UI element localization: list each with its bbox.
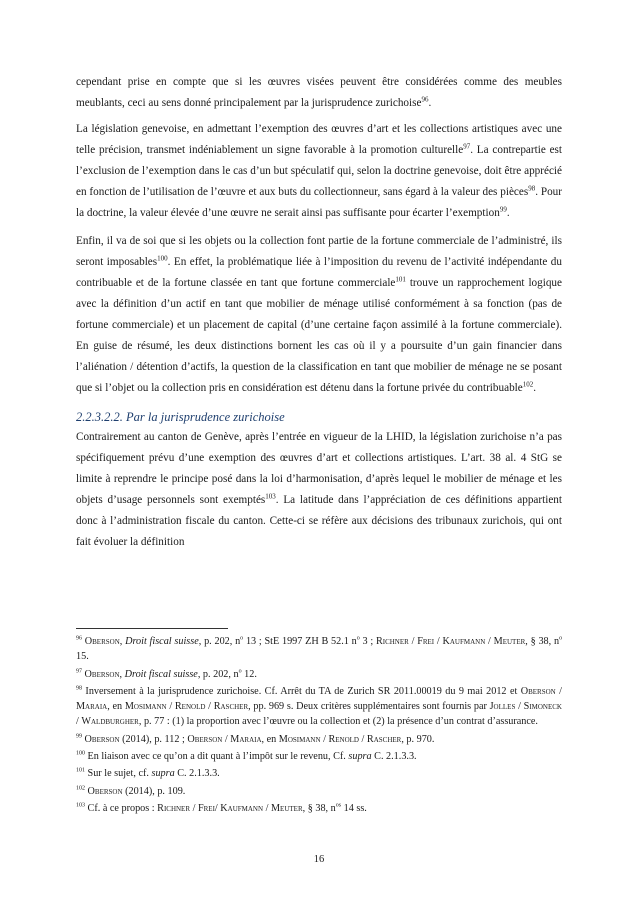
text: / [76, 716, 82, 728]
text: o [559, 635, 563, 642]
text: supra [348, 751, 372, 763]
text: Cf. à ce propos : [85, 802, 158, 814]
footnote-ref-101[interactable]: 101 [395, 275, 406, 284]
author: Renold [174, 701, 206, 713]
footnote-ref-102[interactable]: 102 [522, 380, 534, 389]
paragraph-3 [76, 231, 562, 399]
author: Oberson [84, 636, 120, 647]
text: , p. 77 : (1) la proportion avec l’œuvre ou la collection et (2) la présence d’un contrat d’assurance. [138, 716, 538, 728]
footnote-ref-97[interactable]: 97 [463, 142, 471, 151]
author: Maraia [230, 733, 262, 745]
paragraph-text: Contrairement au canton de Genève, après l’entrée en vigueur de la LHID, la législation zurichoise n’a pas spécifiquement prévu d’une exemption des œuvres d’art et collections artistiques. L’art. 38 al. 4 StG se limite à reprendre le principe posé dans la loi d’harmonisation, d’après lequel le mobilier de ménage et les objets d’usage personnels sont exemptés [76, 431, 562, 506]
footnote-separator [76, 628, 228, 629]
author: Oberson [84, 668, 120, 680]
author: Rascher [366, 733, 402, 745]
text: C. 2.1.3.3. [174, 768, 220, 780]
paragraph-1 [76, 72, 562, 114]
author: Oberson [187, 733, 223, 745]
footnotes [76, 634, 562, 818]
footnote-number: 102 [76, 785, 85, 792]
text: / [214, 802, 221, 814]
author: Rascher [213, 701, 249, 713]
text: / [485, 636, 494, 647]
footnote-ref-99[interactable]: 99 [499, 205, 507, 214]
author: Jolles [489, 701, 516, 713]
text: (2014), p. 112 ; [119, 733, 188, 745]
footnote-99 [76, 732, 562, 747]
text: C. 2.1.3.3. [371, 751, 417, 763]
text: / [408, 636, 418, 647]
text: / [190, 802, 198, 814]
footnote-number: 101 [76, 767, 85, 774]
author: Meuter [271, 802, 303, 814]
work-title: Droit fiscal suisse [125, 636, 199, 647]
author: Renold [328, 733, 359, 745]
footnote-103 [76, 801, 562, 816]
text: 12. [241, 668, 257, 680]
text: , [119, 636, 126, 647]
paragraph-4 [76, 427, 562, 553]
text: , p. 970. [401, 733, 435, 745]
author: Kaufmann [442, 636, 486, 647]
text: , § 38, n [525, 636, 560, 647]
footnote-number: 96 [76, 635, 82, 642]
text: Sur le sujet, cf. [85, 768, 152, 780]
text: os [335, 802, 342, 809]
main-text [76, 72, 562, 560]
text: / [434, 636, 443, 647]
text: / [166, 701, 175, 713]
text: En liaison avec ce qu’on a dit quant à l’impôt sur le revenu, Cf. [85, 751, 349, 763]
text: 15. [76, 651, 89, 663]
paragraph-2 [76, 119, 562, 224]
footnote-102 [76, 784, 562, 799]
footnote-number: 98 [76, 685, 82, 692]
author: Mosimann [278, 733, 321, 745]
footnote-number: 103 [76, 802, 85, 809]
text: / [263, 802, 271, 814]
footnote-number: 97 [76, 668, 82, 675]
text: / [222, 733, 231, 745]
text: / [515, 701, 524, 713]
text: , [119, 668, 125, 680]
text: / [205, 701, 214, 713]
author: Maraia [76, 701, 108, 713]
author: Oberson [84, 733, 120, 745]
author: Richner [157, 802, 191, 814]
text: / [358, 733, 367, 745]
author: Meuter [493, 636, 526, 647]
punctuation: . [428, 97, 432, 109]
author: Richner [375, 636, 409, 647]
author: Mosimann [124, 701, 167, 713]
text: / [555, 685, 562, 697]
footnote-ref-96[interactable]: 96 [421, 95, 429, 104]
paragraph-text: . La contrepartie est l’exclusion de l’exemption dans le cas d’un but spéculatif qui, selon la doctrine genevoise, doit être apprécié en fonction de l’utilisation de l’œuvre et aux buts du collectionneur, sans égard à la valeur des pièces [76, 144, 562, 198]
paragraph-text: . La latitude dans l’appréciation de ces définitions appartient donc à l’administration fiscale du canton. Cette-ci se réfère aux décisions des tribunaux zurichois, qui ont fait évoluer la définition [76, 494, 563, 548]
text: , en [261, 733, 279, 745]
author: Oberson [520, 685, 556, 697]
text: o [240, 635, 244, 642]
paragraph-text: . Pour la doctrine, la valeur élevée d’une œuvre ne serait ainsi pas suffisante pour écarter l’exemption [76, 186, 562, 219]
paragraph-text: . En effet, la problématique liée à l’imposition du revenu de l’activité indépendante du contribuable et de la fortune classée en tant que fortune commerciale [76, 256, 562, 289]
text: , en [107, 701, 125, 713]
text: o [238, 668, 242, 675]
text: , § 38, n [302, 802, 336, 814]
text: (2014), p. 109. [122, 785, 186, 797]
author: Waldburgher [81, 716, 139, 728]
author: Frei [197, 802, 215, 814]
footnote-number: 99 [76, 733, 82, 740]
author: Oberson [87, 785, 123, 797]
punctuation: . [506, 207, 510, 219]
author: Simoneck [523, 701, 562, 713]
text: , p. 202, n [198, 636, 241, 647]
footnote-96 [76, 634, 562, 665]
text: supra [151, 768, 175, 780]
text: / [320, 733, 329, 745]
paragraph-text: Enfin, il va de soi que si les objets ou la collection font partie de la fortune commerciale de l’administré, ils seront imposables [76, 235, 562, 268]
section-heading: 2.2.3.2.2. Par la jurisprudence zurichoise [76, 410, 285, 424]
paragraph-text: La législation genevoise, en admettant l’exemption des œuvres d’art et les collections artistiques avec une telle précision, transmet indéniablement un signe favorable à la promotion culturelle [76, 123, 562, 156]
punctuation: . [533, 382, 537, 394]
page-number: 16 [313, 854, 325, 865]
text: 3 ; [359, 636, 376, 647]
text: , pp. 969 s. Deux critères supplémentaires sont fournis par [248, 701, 490, 713]
footnote-101 [76, 766, 562, 781]
work-title: Droit fiscal suisse [124, 668, 198, 680]
footnote-ref-98[interactable]: 98 [528, 184, 536, 193]
footnote-98 [76, 684, 562, 730]
footnote-ref-103[interactable]: 103 [265, 492, 276, 501]
footnote-97 [76, 667, 562, 682]
text: , p. 202, n [197, 668, 239, 680]
text: o [356, 635, 360, 642]
footnote-number: 100 [76, 750, 85, 757]
author: Frei [417, 636, 435, 647]
text: 14 ss. [341, 802, 367, 814]
paragraph-text: trouve un rapprochement logique avec la définition d’un actif en tant que mobilier de ménage utilisé conformément à sa fonction (pas de fortune commerciale) et un placement de capital (d’une certaine façon assimilé à la fortune commerciale). En guise de résumé, les deux distinctions bornent les cas où il y a poursuite d’un gain financier dans l’aliénation / détention d’actifs, la question de la classification en tant que mobilier de ménage ne se posant que si l’objet ou la collection pris en considération est détenu dans la fortune privée du contribuable [76, 277, 562, 394]
footnote-ref-100[interactable]: 100 [157, 254, 168, 263]
paragraph-text: cependant prise en compte que si les œuvres visées peuvent être considérées comme des meubles meublants, ceci au sens donné principalement par la jurisprudence zurichoise [76, 76, 562, 109]
text: Inversement à la jurisprudence zurichoise. Cf. Arrêt du TA de Zurich SR 2011.00019 du 9 mai 2012 et [82, 685, 521, 697]
author: Kaufmann [220, 802, 264, 814]
footnote-100 [76, 749, 562, 764]
text: 13 ; StE 1997 ZH B 52.1 n [243, 636, 357, 647]
